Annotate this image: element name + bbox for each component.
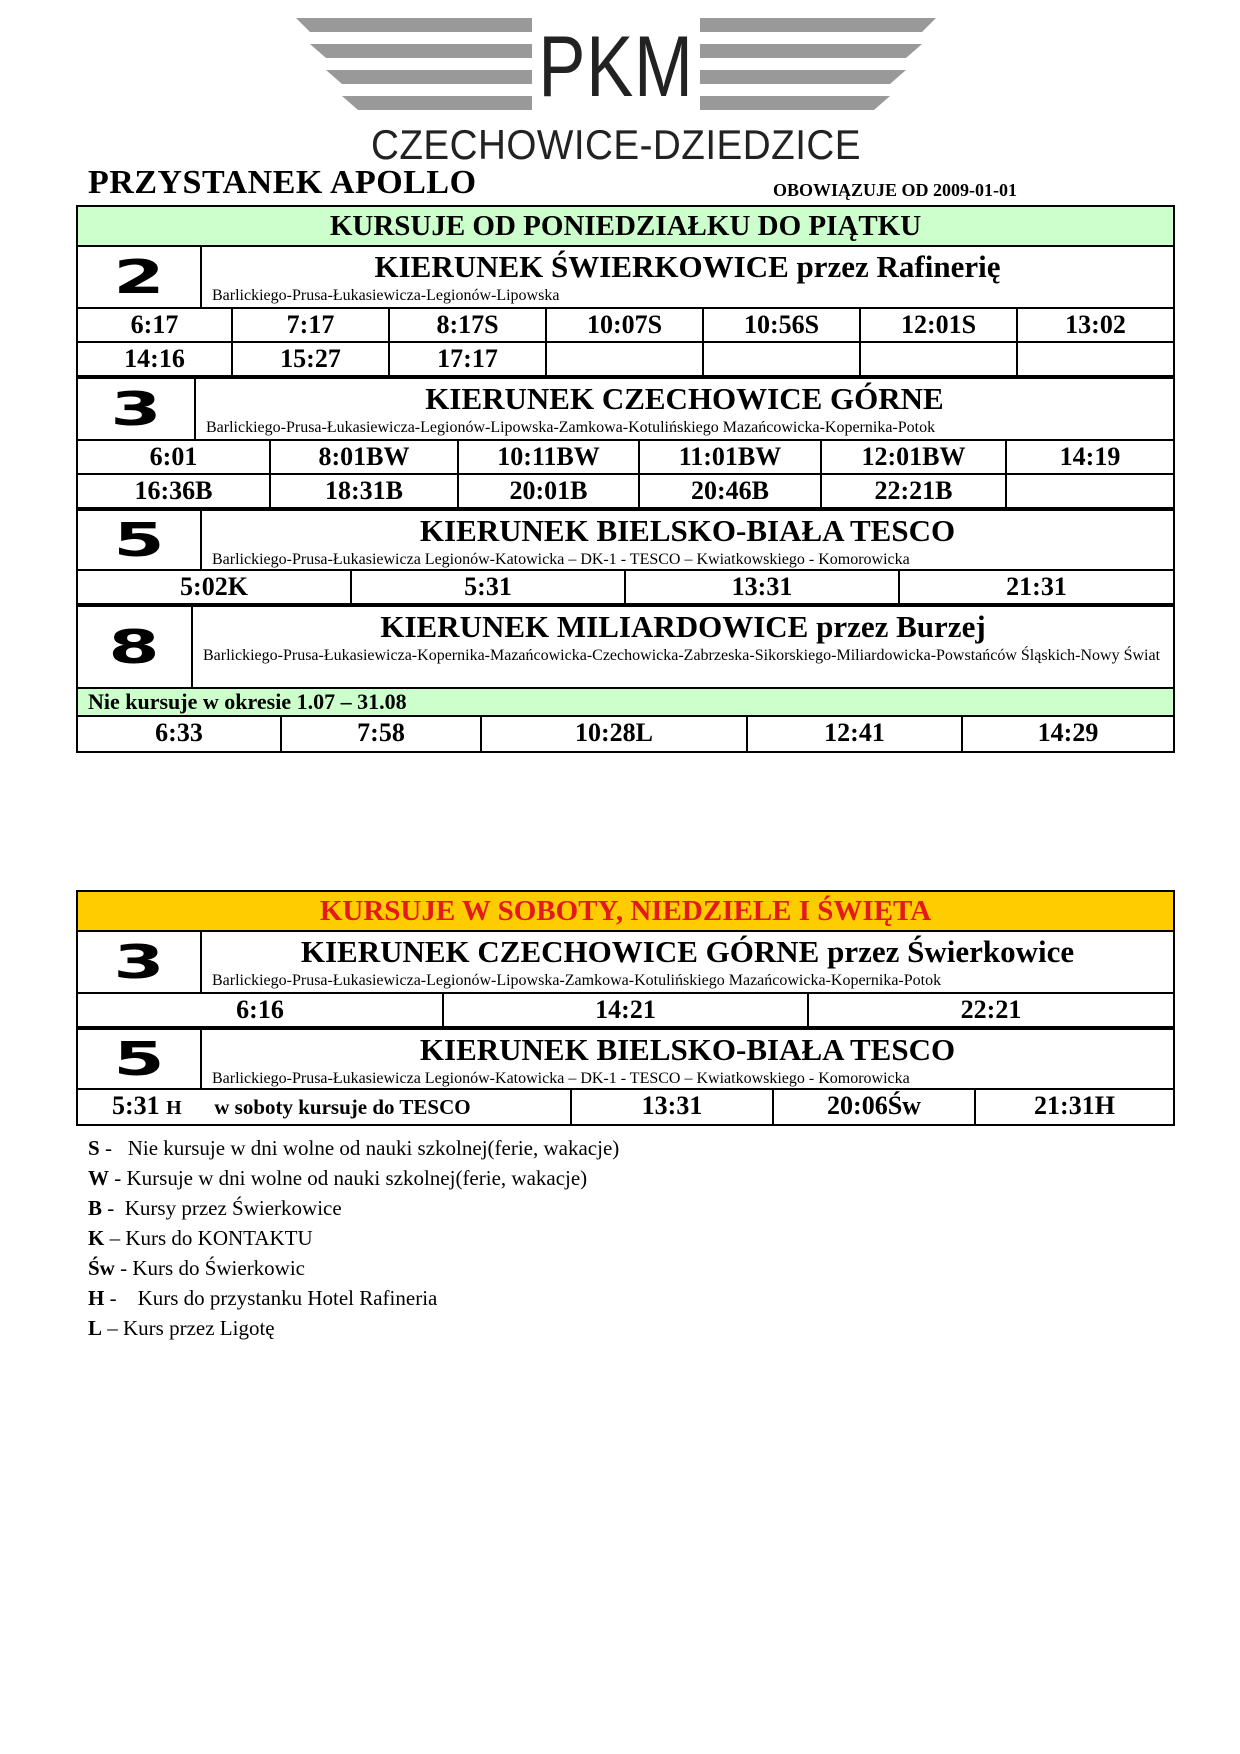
departure-time: 22:21	[960, 995, 1022, 1024]
departure-time: 5:02K	[78, 571, 352, 603]
departure-time: 18:31B	[271, 475, 459, 507]
legend-item: H - Kurs do przystanku Hotel Rafineria	[88, 1286, 438, 1310]
weekend-timetable	[76, 890, 1175, 1126]
times-row	[78, 343, 1173, 377]
legend-item: W - Kursuje w dni wolne od nauki szkolnej(ferie, wakacje)	[88, 1166, 588, 1190]
route-via: Barlickiego-Prusa-Łukasiewicza-Legionów-Lipowska-Zamkowa-Kotulińskiego Mazańcowicka-Kopernika-Potok	[206, 419, 936, 436]
departure-time: 5:31	[112, 1091, 160, 1120]
route-number: 8	[78, 607, 193, 687]
times-row	[78, 309, 1173, 343]
route-direction: KIERUNEK CZECHOWICE GÓRNE	[425, 381, 944, 416]
legend-item: Św - Kurs do Świerkowic	[88, 1256, 306, 1280]
departure-time: 20:06Św	[774, 1090, 976, 1124]
departure-time: 6:01	[78, 441, 271, 473]
route-via: Barlickiego-Prusa-Łukasiewicza-Legionów-Lipowska-Zamkowa-Kotulińskiego Mazańcowicka-Kopernika-Potok	[212, 972, 942, 989]
route-number: 5	[78, 511, 202, 569]
departure-time	[547, 343, 704, 375]
route-via: Barlickiego-Prusa-Łukasiewicza Legionów-Katowicka – DK-1 - TESCO – Kwiatkowskiego - Komorowicka	[212, 1070, 910, 1087]
route-info	[202, 511, 1173, 569]
route-info	[193, 607, 1173, 687]
departure-time: 6:33	[78, 717, 282, 751]
departure-time	[1018, 343, 1173, 375]
departure-time: 14:21	[444, 994, 809, 1026]
route-5-header	[78, 509, 1173, 571]
weekend-route-3-header	[78, 932, 1173, 994]
legend-item: K – Kurs do KONTAKTU	[88, 1226, 313, 1250]
legend-item: B - Kursy przez Świerkowice	[88, 1196, 342, 1220]
weekend-section-title: KURSUJE W SOBOTY, NIEDZIELE I ŚWIĘTA	[78, 892, 1173, 932]
departure-time	[861, 343, 1018, 375]
departure-time: 13:31	[572, 1090, 774, 1124]
route-8-season-note: Nie kursuje w okresie 1.07 – 31.08	[78, 689, 1173, 717]
departure-time: 22:21B	[822, 475, 1007, 507]
route-direction: KIERUNEK ŚWIERKOWICE przez Rafinerię	[374, 249, 1001, 284]
departure-time: 16:36B	[78, 475, 271, 507]
logo-brand: PKM	[538, 19, 694, 115]
departure-time: 14:16	[78, 343, 233, 375]
departure-time	[704, 343, 861, 375]
departure-time: 7:58	[282, 717, 482, 751]
departure-time: 10:07S	[547, 309, 704, 341]
route-via: Barlickiego-Prusa-Łukasiewicza-Legionów-Lipowska	[212, 287, 560, 304]
departure-time: 21:31H	[1034, 1091, 1115, 1120]
times-row	[78, 571, 1173, 605]
route-direction: KIERUNEK MILIARDOWICE przez Burzej	[380, 609, 986, 644]
departure-time: 6:17	[78, 309, 233, 341]
route-info	[202, 247, 1173, 307]
departure-time: 10:11BW	[459, 441, 640, 473]
route-number: 3	[78, 932, 202, 992]
route-number: 2	[78, 247, 202, 307]
departure-time: 8:01BW	[271, 441, 459, 473]
departure-time: 17:17	[390, 343, 547, 375]
departure-time: 12:01S	[861, 309, 1018, 341]
departure-time: 8:17S	[390, 309, 547, 341]
route-8-header	[78, 605, 1173, 689]
route-number: 5	[78, 1030, 202, 1088]
times-row	[78, 475, 1173, 509]
departure-time: 20:01B	[459, 475, 640, 507]
times-row	[78, 1090, 1173, 1124]
stop-name: PRZYSTANEK APOLLO	[88, 164, 477, 201]
departure-time: 21:31	[1006, 572, 1067, 601]
departure-time: 14:29	[1037, 718, 1099, 747]
pkm-logo	[296, 18, 936, 168]
valid-from-date: OBOWIĄZUJE OD 2009-01-01	[773, 180, 1018, 200]
route-info	[202, 1030, 1173, 1088]
logo-city: CZECHOWICE-DZIEDZICE	[370, 121, 862, 168]
weekday-section-title: KURSUJE OD PONIEDZIAŁKU DO PIĄTKU	[78, 207, 1173, 247]
route-direction: KIERUNEK CZECHOWICE GÓRNE przez Świerkowice	[300, 934, 1075, 969]
legend-item: L – Kurs przez Ligotę	[88, 1316, 275, 1340]
departure-time: 12:01BW	[822, 441, 1007, 473]
route-via: Barlickiego-Prusa-Łukasiewicza-Kopernika-Mazańcowicka-Czechowicka-Zabrzeska-Sikorskiego-Miliardowicka-Powstańców Śląskich-Nowy Świat	[203, 647, 1161, 664]
departure-flag: H	[166, 1097, 182, 1119]
departure-time: 10:28L	[482, 717, 748, 751]
route-number: 3	[78, 379, 196, 439]
weekend-route-5-header	[78, 1028, 1173, 1090]
route-via: Barlickiego-Prusa-Łukasiewicza Legionów-Katowicka – DK-1 - TESCO – Kwiatkowskiego - Komorowicka	[212, 551, 910, 568]
route-direction: KIERUNEK BIELSKO-BIAŁA TESCO	[419, 1032, 956, 1067]
times-row	[78, 717, 1173, 751]
departure-time: 7:17	[233, 309, 390, 341]
departure-time: 20:46B	[640, 475, 822, 507]
route-direction: KIERUNEK BIELSKO-BIAŁA TESCO	[419, 513, 956, 548]
departure-time: 6:16	[78, 994, 444, 1026]
times-row	[78, 441, 1173, 475]
departure-time: 10:56S	[704, 309, 861, 341]
departure-time: 11:01BW	[640, 441, 822, 473]
departure-time: 13:02	[1065, 310, 1126, 339]
times-row	[78, 994, 1173, 1028]
route-info	[202, 932, 1173, 992]
route-2-header	[78, 247, 1173, 309]
departure-time: 13:31	[626, 571, 900, 603]
departure-time: 5:31	[352, 571, 626, 603]
route-info	[196, 379, 1173, 439]
departure-time: 14:19	[1059, 442, 1121, 471]
first-departure-cell	[78, 1090, 572, 1124]
weekday-timetable	[76, 205, 1175, 753]
departure-time	[1007, 475, 1173, 507]
departure-note: w soboty kursuje do TESCO	[214, 1095, 471, 1119]
departure-time: 15:27	[233, 343, 390, 375]
legend	[88, 1133, 619, 1343]
route-3-header	[78, 377, 1173, 441]
departure-time: 12:41	[748, 717, 963, 751]
legend-item: S - Nie kursuje w dni wolne od nauki szkolnej(ferie, wakacje)	[88, 1136, 620, 1160]
